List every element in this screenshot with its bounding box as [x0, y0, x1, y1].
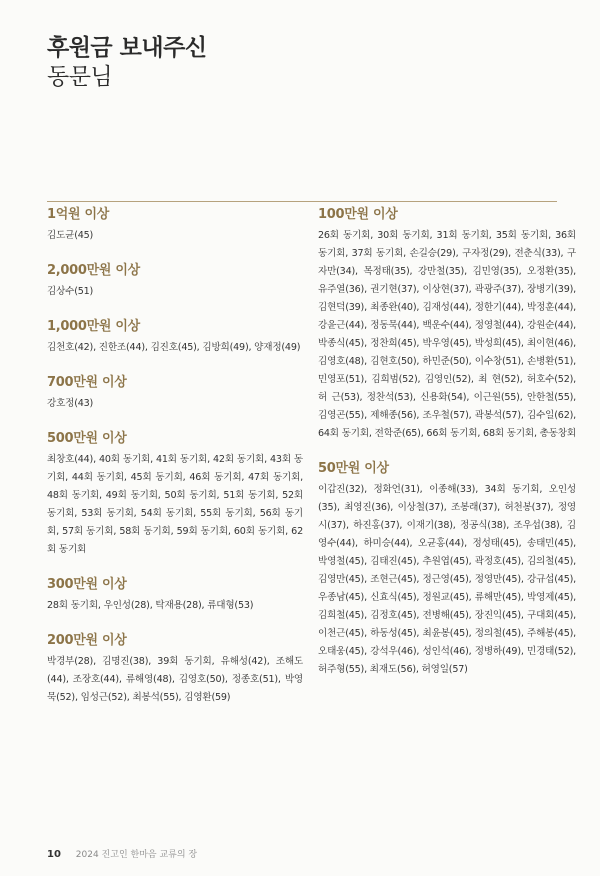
tier-heading: 100만원 이상 — [318, 207, 398, 222]
donor-list: 이갑진(32), 정화언(31), 이종해(33), 34회 동기회, 오인성(35), 최영진(36), 이상철(37), 조봉래(37), 허천봉(37), 정영시(37), 하진홍(37), 이재기(38), 정공식(38), 조우섭(38), 김영수(44), 하미승(44), 오균홍(44), 정성태(45), 송태민(45), 박영철(45), 김태진(45), 추원엽(45), 곽정호(45), 김의철(45), 김영만(45), 조현근(45), 정근영(45), 정영만(45), 강규섭(45), 우종남(45), 신효식(45), 정원교(45), 류해만(45), 박영제(45), 김희철(45), 김정호(45), 전병해(45), 장진익(45), 구대회(45), 이천근(45), 하동성(45), 최윤봉(45), 정의철(45), 주해봉(45), 오태웅(45), 강석우(46), 성인석(46), 정병하(49), 민경태(52), 허주형(55), 최재도(56), 허영일(57) — [318, 484, 576, 675]
page-number: 10 — [47, 849, 61, 860]
page-footer — [47, 847, 197, 860]
donor-list: 김도균(45) — [47, 230, 94, 241]
tier-1m — [318, 206, 576, 443]
tier-100m — [47, 206, 303, 245]
tier-heading: 200만원 이상 — [47, 633, 127, 648]
donor-list: 김상수(51) — [47, 286, 94, 297]
donor-column-right — [318, 206, 576, 696]
publication-title: 2024 진고인 한마음 교류의 장 — [75, 850, 198, 860]
donor-column-left — [47, 206, 303, 724]
donor-list: 김천호(42), 진한조(44), 김진호(45), 김방희(49), 양재정(49) — [47, 342, 301, 353]
tier-heading: 300만원 이상 — [47, 577, 127, 592]
tier-10m — [47, 318, 303, 357]
page-subtitle: 동문님 — [47, 64, 113, 90]
tier-heading: 1,000만원 이상 — [47, 319, 140, 334]
tier-heading: 700만원 이상 — [47, 375, 127, 390]
tier-2m — [47, 632, 303, 707]
tier-heading: 50만원 이상 — [318, 461, 389, 476]
page-title-block — [47, 34, 207, 92]
donor-list: 강호정(43) — [47, 398, 94, 409]
donor-list: 26회 동기회, 30회 동기회, 31회 동기회, 35회 동기회, 36회 동기회, 37회 동기회, 손길승(29), 구자정(29), 전춘식(33), 구자만(34), 목정태(35), 강만철(35), 김민영(35), 오정환(35), 유주열(36), 권기현(37), 이상현(37), 곽광주(37), 장병기(39), 김현덕(39), 최종완(40), 김재성(44), 정한기(44), 박정훈(44), 강윤근(44), 정동묵(44), 백운수(44), 정영철(44), 강원순(44), 박종식(45), 정찬희(45), 박우영(45), 박성희(45), 최이현(46), 김영호(48), 김현호(50), 하민준(50), 이수창(51), 손병환(51), 민영포(51), 김희범(52), 김영인(52), 최 현(52), 허호수(52), 허 근(53), 정찬석(53), 신용화(54), 이근원(55), 안한철(55), 김영곤(55), 제해종(56), 조우철(57), 곽봉석(57), 김수일(62), 64회 동기회, 전학준(65), 66회 동기회, 68회 동기회, 총동창회 — [318, 230, 576, 439]
donor-list: 박경부(28), 김명진(38), 39회 동기회, 유해성(42), 조해도(44), 조장호(44), 류해영(48), 김영호(50), 정종호(51), 박영묵(52), 임성근(52), 최봉석(55), 김영환(59) — [47, 656, 303, 703]
section-divider — [47, 201, 557, 202]
tier-20m — [47, 262, 303, 301]
tier-7m — [47, 374, 303, 413]
tier-heading: 2,000만원 이상 — [47, 263, 140, 278]
tier-500k — [318, 460, 576, 679]
page-title: 후원금 보내주신 — [47, 35, 207, 61]
donor-list: 28회 동기회, 우인성(28), 탁재용(28), 류대형(53) — [47, 600, 254, 611]
tier-heading: 1억원 이상 — [47, 207, 110, 222]
tier-3m — [47, 576, 303, 615]
tier-5m — [47, 430, 303, 559]
donor-list: 최창호(44), 40회 동기회, 41회 동기회, 42회 동기회, 43회 동기회, 44회 동기회, 45회 동기회, 46회 동기회, 47회 동기회, 48회 동기회, 49회 동기회, 50회 동기회, 51회 동기회, 52회 동기회, 53회 동기회, 54회 동기회, 55회 동기회, 56회 동기회, 57회 동기회, 58회 동기회, 59회 동기회, 60회 동기회, 62회 동기회 — [47, 454, 303, 555]
tier-heading: 500만원 이상 — [47, 431, 127, 446]
